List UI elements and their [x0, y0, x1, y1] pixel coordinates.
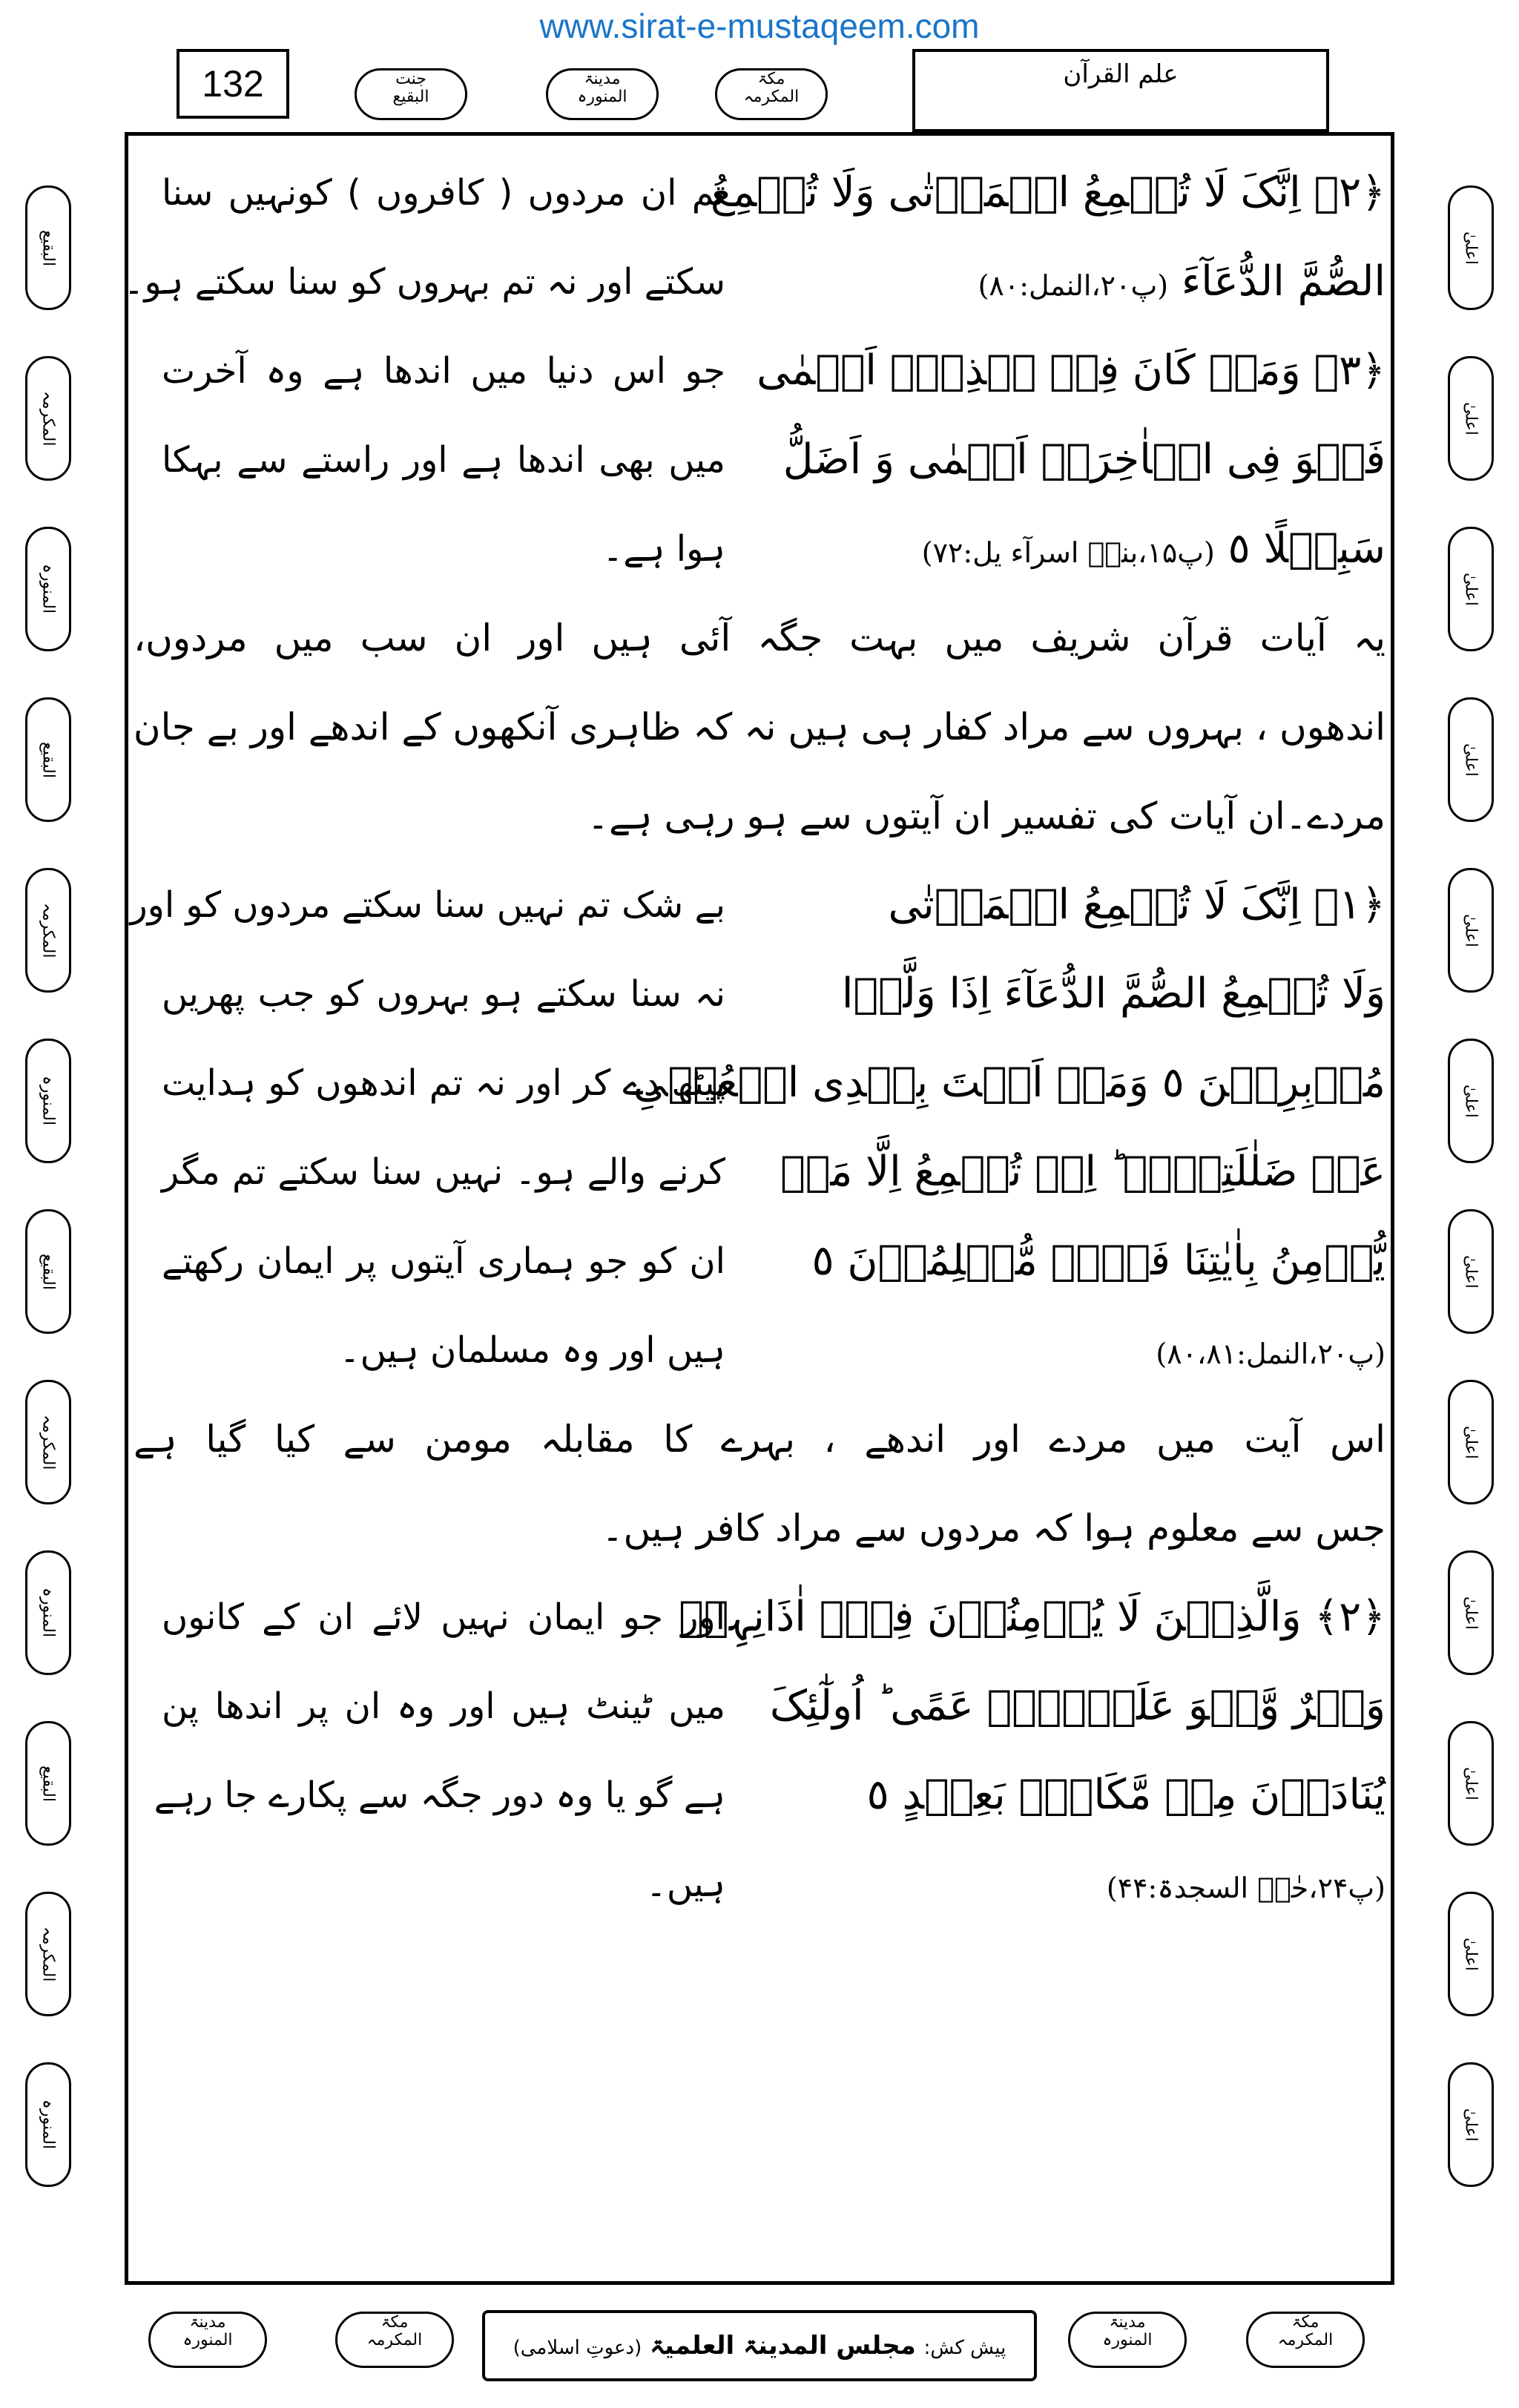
verse-row — [134, 1128, 1385, 1217]
arabic-verse: ﴿۲﴾ وَالَّذِیۡنَ لَا یُؤۡمِنُوۡنَ فِیۡۤ اٰذَانِہِمۡ — [679, 1593, 1385, 1641]
page-footer — [141, 2298, 1378, 2393]
urdu-translation: سکتے اور نہ تم بہروں کو سنا سکتے ہو۔ — [123, 261, 725, 303]
badge-bottom: المنورہ — [577, 88, 627, 106]
urdu-translation: کرنے والے ہو۔ نہیں سنا سکتے تم مگر — [162, 1151, 725, 1193]
side-ornament-left: البقیع — [25, 1721, 71, 1846]
urdu-translation: میں بھی اندھا ہے اور راستے سے بہکا — [162, 439, 725, 481]
arabic-verse: ﴿۲﴾ اِنَّکَ لَا تُسۡمِعُ الۡمَوۡتٰی وَلَا تُسۡمِعُ — [710, 168, 1385, 217]
paragraph-line — [134, 1395, 1385, 1484]
badge-makka — [715, 68, 828, 120]
side-ornament-right: اعلیٰ — [1448, 527, 1494, 651]
page-number: 132 — [177, 49, 289, 119]
urdu-translation: ہیں۔ — [645, 1863, 725, 1905]
arabic-verse: وَلَا تُسۡمِعُ الصُّمَّ الدُّعَآءَ اِذَا وَلَّوۡا — [841, 970, 1385, 1018]
badge-top: مدینۃ — [189, 2313, 226, 2332]
footer-badge — [335, 2312, 454, 2368]
badge-bottom: المنورہ — [182, 2331, 233, 2349]
side-ornament-right: اعلیٰ — [1448, 697, 1494, 822]
urdu-paragraph: مردے۔ان آیات کی تفسیر ان آیتوں سے ہو رہی ہے۔ — [587, 795, 1385, 838]
badge-top: مدینۃ — [1109, 2313, 1146, 2332]
verse-reference: (پ۲۴،حٰمۤ السجدۃ:۴۴) — [1106, 1872, 1385, 1904]
badge-bottom: المکرمہ — [743, 88, 800, 106]
badge-top: مدینۃ — [584, 70, 621, 88]
publisher-sub: (دعوتِ اسلامی) — [513, 2337, 642, 2359]
site-url[interactable]: www.sirat-e-mustaqeem.com — [539, 7, 980, 45]
side-ornament-left: المنورہ — [25, 1039, 71, 1163]
side-ornament-left: المکرمہ — [25, 1892, 71, 2016]
side-ornament-left: المکرمہ — [25, 868, 71, 993]
verse-row — [134, 415, 1385, 504]
badge-top: مکۃ — [380, 2313, 409, 2332]
side-ornament-right: اعلیٰ — [1448, 1550, 1494, 1675]
arabic-verse: ﴿۳﴾ وَمَنۡ کَانَ فِیۡ ہٰذِہٖۤ اَعۡمٰی — [757, 346, 1385, 395]
badge-bottom: المکرمہ — [1277, 2331, 1334, 2349]
arabic-verse: وَقۡرٌ وَّہُوَ عَلَیۡہِمۡ عَمًی ؕ اُولٰٓئِکَ — [769, 1682, 1385, 1730]
side-ornament-right: اعلیٰ — [1448, 1721, 1494, 1846]
arabic-verse — [822, 1306, 1385, 1398]
side-ornament-right: اعلیٰ — [1448, 1380, 1494, 1504]
urdu-translation: اور جو ایمان نہیں لائے ان کے کانوں — [162, 1596, 725, 1638]
verse-row — [134, 1306, 1385, 1395]
page-body — [123, 148, 1385, 2240]
arabic-verse: ﴿۱﴾ اِنَّکَ لَا تُسۡمِعُ الۡمَوۡتٰی — [888, 881, 1385, 929]
urdu-translation: ہے گو یا وہ دور جگہ سے پکارے جا رہے — [154, 1774, 725, 1816]
publisher-credit — [482, 2310, 1037, 2381]
side-ornament-right: اعلیٰ — [1448, 356, 1494, 481]
verse-row — [134, 1573, 1385, 1662]
arabic-verse: الصُّمَّ الدُّعَآءَ (پ۲۰،النمل:۸۰) — [978, 257, 1385, 306]
badge-bottom: المکرمہ — [366, 2331, 423, 2349]
urdu-translation: ہوا ہے۔ — [602, 528, 725, 570]
paragraph-line — [134, 593, 1385, 682]
urdu-paragraph: جس سے معلوم ہوا کہ مردوں سے مراد کافر ہیں۔ — [602, 1507, 1385, 1550]
arabic-verse: یُّؤۡمِنُ بِاٰیٰتِنَا فَہُمۡ مُّسۡلِمُوۡنَ ٥ — [811, 1237, 1385, 1285]
verse-row — [134, 1662, 1385, 1751]
footer-badge — [148, 2312, 267, 2368]
urdu-translation: پیٹھ دے کر اور نہ تم اندھوں کو ہدایت — [162, 1062, 725, 1104]
arabic-verse: سَبِیۡلًا ٥ (پ۱۵،بنیۤ اسرآء یل:۷۲) — [921, 524, 1385, 573]
urdu-paragraph: اندھوں ، بہروں سے مراد کفار ہی ہیں نہ کہ ظاہری آنکھوں کے اندھے اور بے جان — [133, 705, 1385, 749]
verse-row — [134, 1840, 1385, 1929]
side-ornament-right: اعلیٰ — [1448, 1039, 1494, 1163]
side-ornament-left: البقیع — [25, 697, 71, 822]
side-ornament-right: اعلیٰ — [1448, 1209, 1494, 1334]
verse-row — [134, 148, 1385, 237]
side-ornament-left: البقیع — [25, 185, 71, 310]
verse-row — [123, 237, 1385, 326]
side-ornament-left: المنورہ — [25, 2062, 71, 2187]
urdu-translation: ہیں اور وہ مسلمان ہیں۔ — [339, 1329, 725, 1371]
verse-reference: (پ۲۰،النمل:۸۰،۸۱) — [1156, 1338, 1385, 1370]
arabic-verse — [822, 1840, 1385, 1932]
side-ornament-left: البقیع — [25, 1209, 71, 1334]
badge-madina — [546, 68, 659, 120]
verse-row — [130, 861, 1385, 950]
urdu-translation: نہ سنا سکتے ہو بہروں کو جب پھریں — [162, 973, 725, 1015]
presenter-label: پیش کش: — [923, 2337, 1006, 2359]
verse-row — [134, 504, 1385, 593]
side-ornament-left: المکرمہ — [25, 356, 71, 481]
badge-jannat-ul-baqi — [355, 68, 467, 120]
paragraph-line — [134, 772, 1385, 861]
urdu-translation: بے شک تم نہیں سنا سکتے مردوں کو اور — [130, 884, 725, 926]
publisher-name: مجلس المدینۃ العلمیۃ — [650, 2331, 916, 2361]
urdu-paragraph: اس آیت میں مردے اور اندھے ، بہرے کا مقابلہ مومن سے کیا گیا ہے — [134, 1418, 1385, 1461]
urdu-translation: جو اس دنیا میں اندھا ہے وہ آخرت — [162, 350, 725, 392]
urdu-paragraph: یہ آیات قرآن شریف میں بہت جگہ آئی ہیں اور ان سب میں مردوں، — [134, 616, 1385, 659]
paragraph-line — [134, 1484, 1385, 1573]
badge-top: مکۃ — [1291, 2313, 1319, 2332]
urdu-translation: ان کو جو ہماری آیتوں پر ایمان رکھتے — [162, 1240, 725, 1282]
side-ornament-left: المکرمہ — [25, 1380, 71, 1504]
urdu-translation: تم ان مردوں ( کافروں ) کونہیں سنا — [162, 172, 725, 214]
side-ornament-right: اعلیٰ — [1448, 185, 1494, 310]
footer-badge — [1246, 2312, 1365, 2368]
verse-row — [134, 950, 1385, 1039]
arabic-verse: فَہُوَ فِی الۡاٰخِرَۃِ اَعۡمٰی وَ اَضَلُّ — [782, 435, 1385, 484]
verse-row — [134, 1217, 1385, 1306]
arabic-verse: عَنۡ ضَلٰلَتِہِمۡ ؕ اِنۡ تُسۡمِعُ اِلَّا مَنۡ — [780, 1148, 1385, 1196]
footer-badge — [1068, 2312, 1187, 2368]
badge-bottom: البقیع — [392, 88, 429, 106]
urdu-translation: میں ٹینٹ ہیں اور وہ ان پر اندھا پن — [162, 1685, 725, 1727]
verse-row — [134, 1751, 1385, 1840]
arabic-verse: مُدۡبِرِیۡنَ ٥ وَمَاۤ اَنۡتَ بِہٰدِی الۡعُمۡیِ — [633, 1059, 1385, 1107]
verse-reference: (پ۱۵،بنیۤ اسرآء یل:۷۲) — [921, 536, 1215, 569]
paragraph-line — [134, 682, 1385, 772]
arabic-verse: یُنَادَوۡنَ مِنۡ مَّکَانٍۭ بَعِیۡدٍ ٥ — [866, 1771, 1385, 1819]
book-title: علم القرآن — [912, 49, 1329, 132]
verse-reference: (پ۲۰،النمل:۸۰) — [978, 269, 1169, 302]
verse-row — [134, 326, 1385, 415]
badge-top: مکۃ — [757, 70, 785, 88]
side-ornament-right: اعلیٰ — [1448, 2062, 1494, 2187]
badge-bottom: المنورہ — [1102, 2331, 1153, 2349]
badge-top: جنت — [395, 70, 426, 88]
side-ornament-right: اعلیٰ — [1448, 868, 1494, 993]
side-ornament-left: المنورہ — [25, 1550, 71, 1675]
verse-row — [134, 1039, 1385, 1128]
side-ornament-right: اعلیٰ — [1448, 1892, 1494, 2016]
side-ornament-left: المنورہ — [25, 527, 71, 651]
